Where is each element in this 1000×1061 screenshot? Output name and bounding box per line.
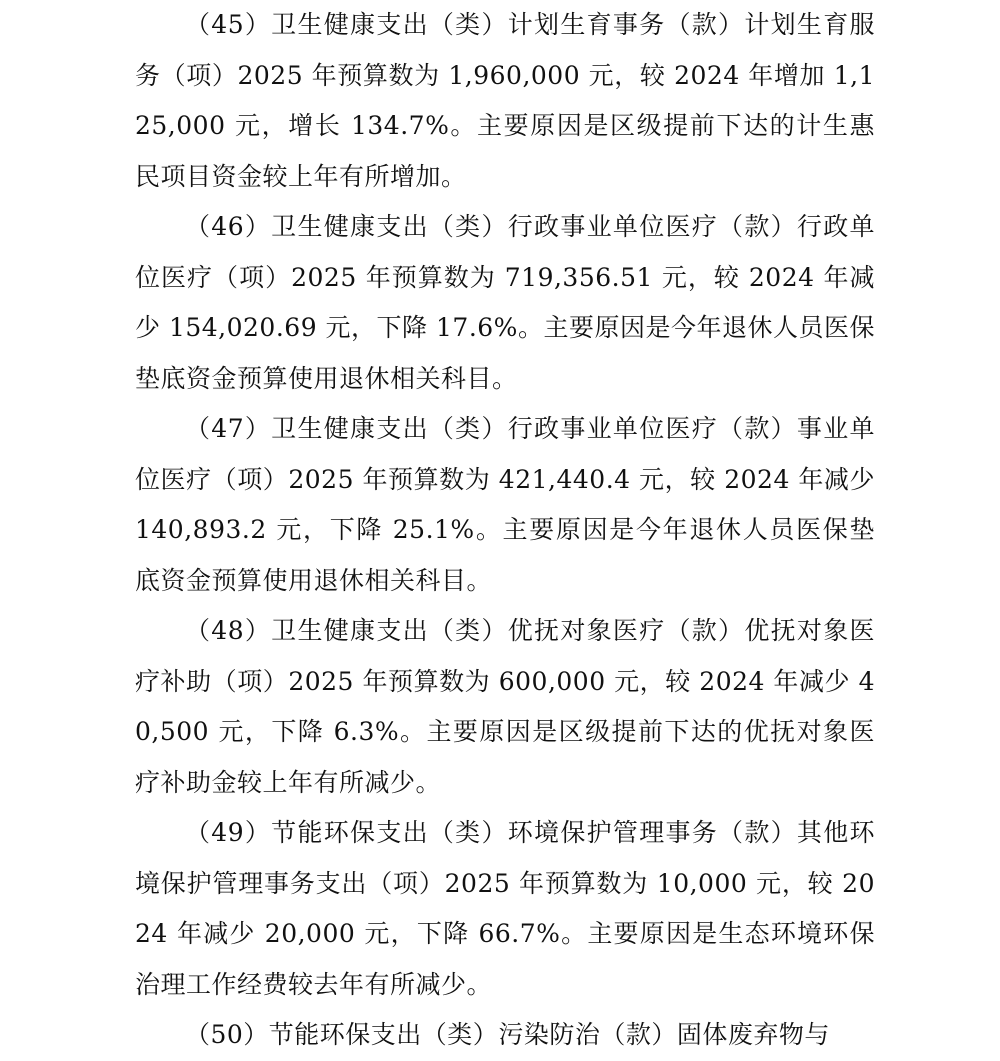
document-page [135, 0, 875, 1061]
paragraph-46: （46）卫生健康支出（类）行政事业单位医疗（款）行政单位医疗（项）2025 年预算数为 719,356.51 元，较 2024 年减少 154,020.69 元，下降 17.6%。主要原因是今年退休人员医保垫底资金预算使用退休相关科目。 [135, 212, 875, 393]
paragraph-45: （45）卫生健康支出（类）计划生育事务（款）计划生育服务（项）2025 年预算数为 1,960,000 元，较 2024 年增加 1,125,000 元，增长 134.7%。主要原因是区级提前下达的计生惠民项目资金较上年有所增加。 [135, 10, 875, 191]
paragraph-50: （50）节能环保支出（类）污染防治（款）固体废弃物与 [185, 1020, 830, 1049]
paragraph-47: （47）卫生健康支出（类）行政事业单位医疗（款）事业单位医疗（项）2025 年预算数为 421,440.4 元，较 2024 年减少 140,893.2 元，下降 25.1%。主要原因是今年退休人员医保垫底资金预算使用退休相关科目。 [135, 414, 875, 595]
paragraph-48: （48）卫生健康支出（类）优抚对象医疗（款）优抚对象医疗补助（项）2025 年预算数为 600,000 元，较 2024 年减少 40,500 元，下降 6.3%。主要原因是区级提前下达的优抚对象医疗补助金较上年有所减少。 [135, 616, 875, 797]
paragraph-49: （49）节能环保支出（类）环境保护管理事务（款）其他环境保护管理事务支出（项）2025 年预算数为 10,000 元，较 2024 年减少 20,000 元，下降 66.7%。主要原因是生态环境环保治理工作经费较去年有所减少。 [135, 818, 875, 999]
